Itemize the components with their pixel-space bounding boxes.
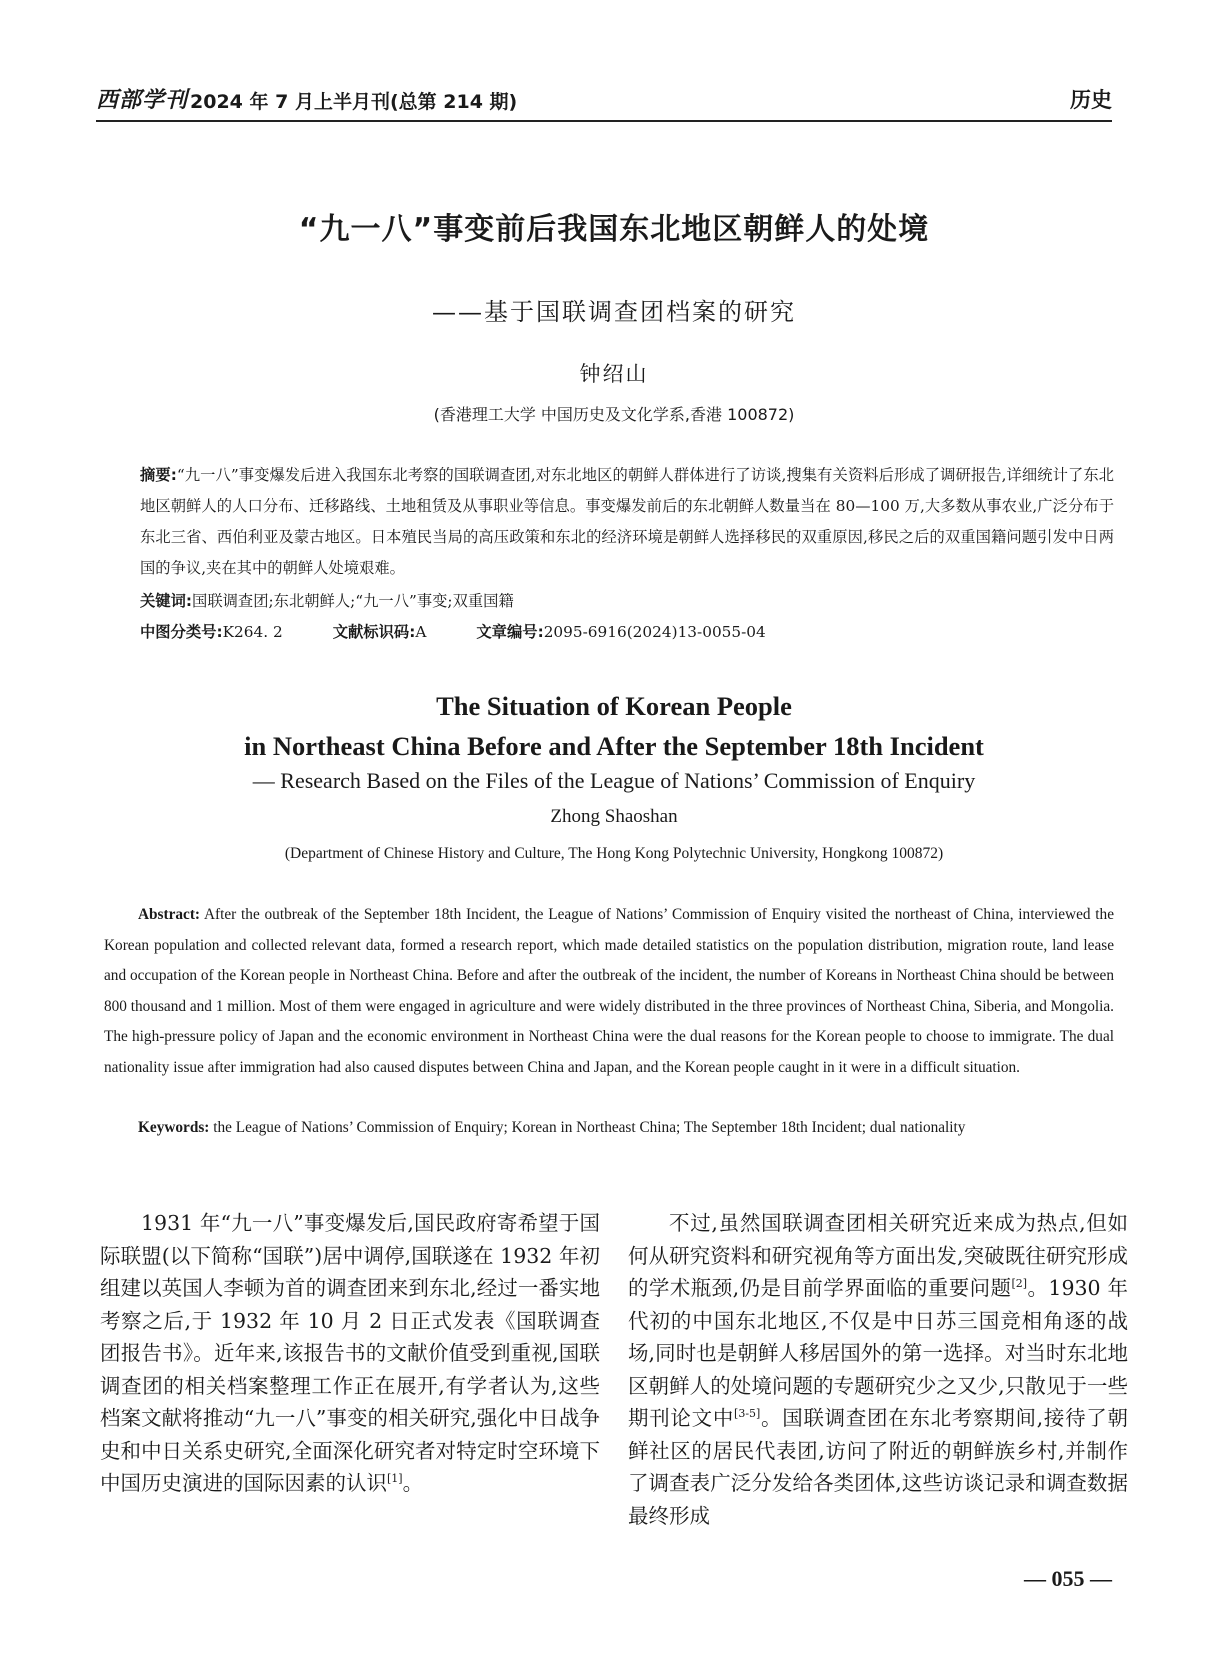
section-label: 历史: [1070, 88, 1112, 112]
body-left-text: 1931 年“九一八”事变爆发后,国民政府寄希望于国际联盟(以下简称“国联”)居中调停,国联遂在 1932 年初组建以英国人李顿为首的调查团来到东北,经过一番实地考察之后,于 1932 年 10 月 2 日正式发表《国联调查团报告书》。近年来,该报告书的文献价值受到重视,国联调查团的相关档案整理工作正在展开,有学者认为,这些档案文献将推动“九一八”事变的相关研究,强化中日战争史和中日关系史研究,全面深化研究者对特定时空环境下中国历史演进的国际因素的认识: [100, 1211, 600, 1495]
keywords-chinese-label: 关键词:: [140, 592, 193, 610]
affiliation-chinese: (香港理工大学 中国历史及文化学系,香港 100872): [433, 405, 795, 424]
title-english-line1: The Situation of Korean People: [436, 691, 792, 721]
keywords-chinese: [140, 588, 1114, 614]
abstract-chinese: [140, 460, 1114, 584]
keywords-english: [104, 1113, 1114, 1143]
citation-1: [1]: [387, 1472, 403, 1486]
document-code: 文献标识码:A: [332, 623, 427, 641]
subtitle-english: — Research Based on the Files of the League of Nations’ Commission of Enquiry: [252, 768, 976, 793]
body-right-text-1: 不过,虽然国联调查团相关研究近来成为热点,但如何从研究资料和研究视角等方面出发,突破既往研究形成的学术瓶颈,仍是目前学界面临的重要问题: [628, 1211, 1128, 1300]
header-left: [96, 83, 517, 114]
abstract-english-text: After the outbreak of the September 18th Incident, the League of Nations’ Commission of Enquiry visited the northeast of China, interviewed the Korean population and collected relevant data, formed a research report, which made detailed statistics on the population distribution, migration route, land lease and occupation of the Korean people in Northeast China. Before and after the outbreak of the incident, the number of Koreans in Northeast China should be between 800 thousand and 1 million. Most of them were engaged in agriculture and were widely distributed in the three provinces of Northeast China, Siberia, and Mongolia. The high-pressure policy of Japan and the economic environment in Northeast China were the dual reasons for the Korean people to choose to immigrate. The dual nationality issue after immigration had also caused disputes between China and Japan, and the Korean people caught in it were in a difficult situation.: [104, 906, 1114, 1076]
body-right-text-3: 。国联调查团在东北考察期间,接待了朝鲜社区的居民代表团,访问了附近的朝鲜族乡村,并制作了调查表广泛分发给各类团体,这些访谈记录和调查数据最终形成: [628, 1406, 1129, 1528]
clc-number: 中图分类号:K264. 2: [140, 623, 283, 641]
abstract-chinese-text: “九一八”事变爆发后进入我国东北考察的国联调查团,对东北地区的朝鲜人群体进行了访谈,搜集有关资料后形成了调研报告,详细统计了东北地区朝鲜人的人口分布、迁移路线、土地租赁及从事职业等信息。事变爆发前后的东北朝鲜人数量当在 80—100 万,大多数从事农业,广泛分布于东北三省、西伯利亚及蒙古地区。日本殖民当局的高压政策和东北的经济环境是朝鲜人选择移民的双重原因,移民之后的双重国籍问题引发中日两国的争议,夹在其中的朝鲜人处境艰难。: [140, 466, 1114, 577]
author-english: Zhong Shaoshan: [550, 806, 678, 827]
issue-info: 2024 年 7 月上半月刊(总第 214 期): [190, 91, 518, 113]
abstract-english-label: Abstract:: [138, 906, 201, 923]
body-column-left: 1931 年“九一八”事变爆发后,国民政府寄希望于国际联盟(以下简称“国联”)居中调停,国联遂在 1932 年初组建以英国人李顿为首的调查团来到东北,经过一番实地考察之后,于 1932 年 10 月 2 日正式发表《国联调查团报告书》。近年来,该报告书的文献价值受到重视,国联调查团的相关档案整理工作正在展开,有学者认为,这些档案文献将推动“九一八”事变的相关研究,强化中日战争史和中日关系史研究,全面深化研究者对特定时空环境下中国历史演进的国际因素的认识[1]。: [100, 1211, 600, 1495]
citation-2: [2]: [1011, 1277, 1028, 1291]
abstract-chinese-label: 摘要:: [140, 466, 177, 484]
affiliation-english: (Department of Chinese History and Culture, The Hong Kong Polytechnic University, Hongkong 100872): [284, 845, 944, 862]
keywords-english-label: Keywords:: [138, 1119, 210, 1136]
title-chinese: “九一八”事变前后我国东北地区朝鲜人的处境: [298, 212, 930, 247]
author-chinese: 钟绍山: [579, 362, 649, 386]
article-number: 文章编号:2095-6916(2024)13-0055-04: [476, 623, 766, 641]
title-english-line2: in Northeast China Before and After the September 18th Incident: [244, 731, 984, 761]
keywords-chinese-text: 国联调查团;东北朝鲜人;“九一八”事变;双重国籍: [192, 592, 514, 610]
abstract-english: [104, 900, 1114, 1083]
body-column-right: [628, 1207, 1128, 1532]
journal-logo: 西部学刊: [96, 87, 189, 113]
citation-3-5: [3-5]: [734, 1407, 761, 1421]
page-number: — 055 —: [1024, 1566, 1112, 1591]
subtitle-chinese: ——基于国联调查团档案的研究: [432, 298, 796, 326]
body-right-text-2: 。1930 年代初的中国东北地区,不仅是中日苏三国竞相角逐的战场,同时也是朝鲜人移居国外的第一选择。对当时东北地区朝鲜人的处境问题的专题研究少之又少,只散见于一些期刊论文中: [628, 1276, 1129, 1430]
keywords-english-text: the League of Nations’ Commission of Enquiry; Korean in Northeast China; The September 18th Incident; dual nationality: [213, 1119, 966, 1136]
running-header: [96, 84, 1112, 122]
article-metadata: [140, 619, 1114, 645]
title-english: [0, 686, 1228, 766]
